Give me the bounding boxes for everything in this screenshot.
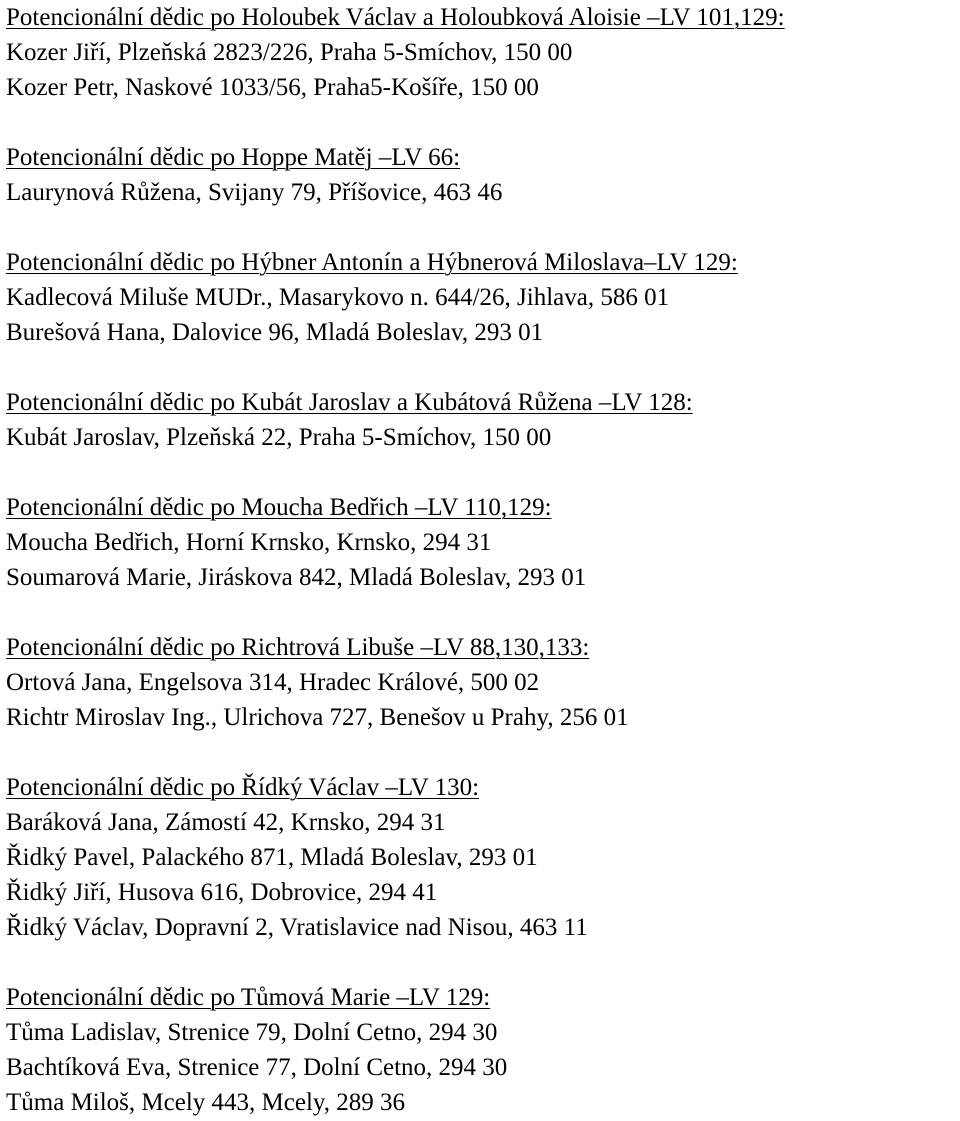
block-spacer — [6, 210, 956, 245]
block-heading: Potencionální dědic po Holoubek Václav a Holoubková Aloisie –LV 101,129: — [6, 4, 785, 31]
block-spacer — [6, 105, 956, 140]
block-heading: Potencionální dědic po Tůmová Marie –LV 129: — [6, 984, 491, 1011]
heir-block — [6, 385, 956, 455]
heir-block — [6, 490, 956, 595]
heir-block — [6, 980, 956, 1120]
heir-entry: Kozer Petr, Naskové 1033/56, Praha5-Košíře, 150 00 — [6, 74, 539, 101]
block-spacer — [6, 735, 956, 770]
heir-entry: Tůma Miloš, Mcely 443, Mcely, 289 36 — [6, 1089, 406, 1116]
document-page — [6, 0, 956, 1120]
heir-entry: Bachtíková Eva, Strenice 77, Dolní Cetno, 294 30 — [6, 1054, 508, 1081]
heir-entry: Burešová Hana, Dalovice 96, Mladá Boleslav, 293 01 — [6, 319, 544, 346]
block-spacer — [6, 595, 956, 630]
heir-block — [6, 0, 956, 105]
heir-entry: Řidký Jiří, Husova 616, Dobrovice, 294 41 — [6, 879, 438, 906]
block-heading: Potencionální dědic po Hoppe Matěj –LV 66: — [6, 144, 461, 171]
heir-block — [6, 140, 956, 210]
heir-entry: Richtr Miroslav Ing., Ulrichova 727, Benešov u Prahy, 256 01 — [6, 704, 629, 731]
heir-entry: Soumarová Marie, Jiráskova 842, Mladá Boleslav, 293 01 — [6, 564, 587, 591]
block-spacer — [6, 945, 956, 980]
heir-block — [6, 245, 956, 350]
block-heading: Potencionální dědic po Moucha Bedřich –LV 110,129: — [6, 494, 552, 521]
heir-entry: Kadlecová Miluše MUDr., Masarykovo n. 644/26, Jihlava, 586 01 — [6, 284, 670, 311]
heir-entry: Baráková Jana, Zámostí 42, Krnsko, 294 31 — [6, 809, 446, 836]
block-spacer — [6, 455, 956, 490]
block-heading: Potencionální dědic po Richtrová Libuše –LV 88,130,133: — [6, 634, 590, 661]
block-heading: Potencionální dědic po Hýbner Antonín a Hýbnerová Miloslava–LV 129: — [6, 249, 738, 276]
heir-entry: Kubát Jaroslav, Plzeňská 22, Praha 5-Smíchov, 150 00 — [6, 424, 552, 451]
heir-entry: Laurynová Růžena, Svijany 79, Příšovice, 463 46 — [6, 179, 503, 206]
heir-entry: Řidký Pavel, Palackého 871, Mladá Boleslav, 293 01 — [6, 844, 538, 871]
block-spacer — [6, 350, 956, 385]
heir-entry: Tůma Ladislav, Strenice 79, Dolní Cetno, 294 30 — [6, 1019, 498, 1046]
heir-block — [6, 630, 956, 735]
heir-entry: Řidký Václav, Dopravní 2, Vratislavice nad Nisou, 463 11 — [6, 914, 588, 941]
heir-entry: Ortová Jana, Engelsova 314, Hradec Králové, 500 02 — [6, 669, 540, 696]
heir-block — [6, 770, 956, 945]
heir-entry: Moucha Bedřich, Horní Krnsko, Krnsko, 294 31 — [6, 529, 492, 556]
heir-entry: Kozer Jiří, Plzeňská 2823/226, Praha 5-Smíchov, 150 00 — [6, 39, 573, 66]
block-heading: Potencionální dědic po Řídký Václav –LV 130: — [6, 774, 480, 801]
block-heading: Potencionální dědic po Kubát Jaroslav a Kubátová Růžena –LV 128: — [6, 389, 693, 416]
